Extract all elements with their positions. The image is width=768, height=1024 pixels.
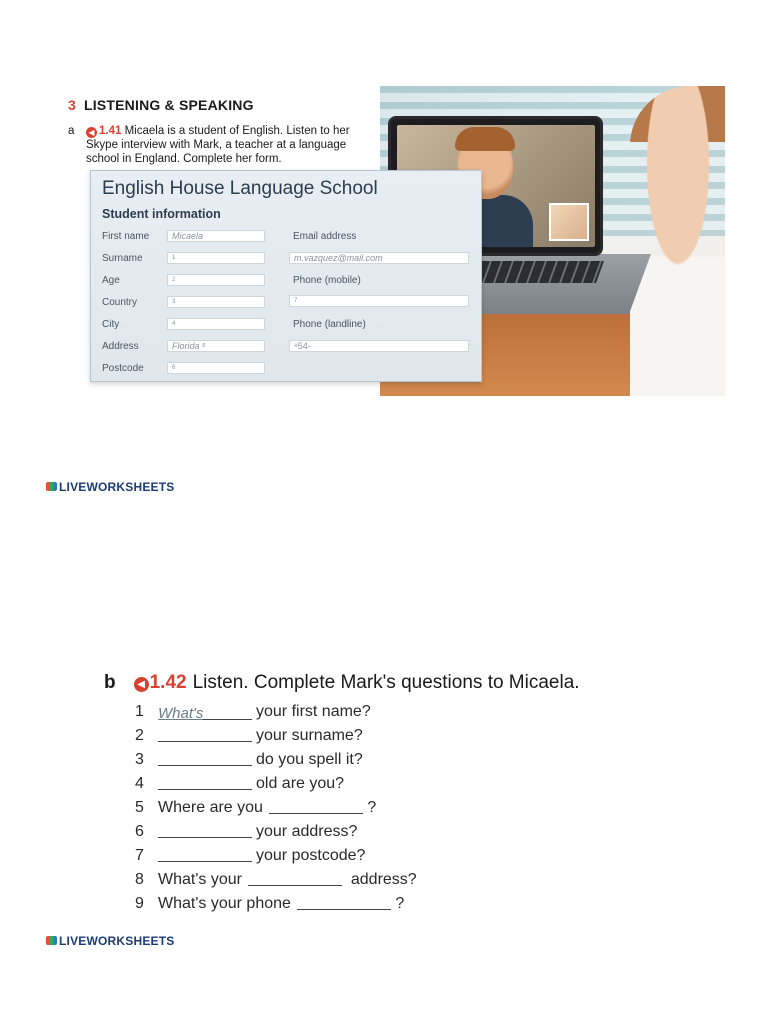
question-7	[135, 846, 417, 870]
label-country: Country	[102, 297, 138, 308]
answer-blank-5[interactable]	[269, 798, 363, 814]
logo-text: LIVEWORKSHEETS	[59, 480, 175, 494]
school-name: English House Language School	[102, 178, 378, 199]
section-number: 3	[68, 97, 76, 113]
question-list	[135, 702, 417, 918]
liveworksheets-logo-top	[46, 480, 174, 494]
exercise-b-instruction: Listen. Complete Mark's questions to Micaela.	[192, 672, 580, 693]
question-number: 2	[135, 727, 144, 744]
question-3	[135, 750, 417, 774]
label-phone-mobile: Phone (mobile)	[293, 275, 361, 286]
question-1	[135, 702, 417, 726]
exercise-letter-a: a	[68, 125, 75, 137]
question-number: 5	[135, 799, 144, 816]
audio-speaker-icon[interactable]: ◀	[86, 127, 97, 138]
picture-in-picture	[549, 203, 589, 241]
exercise-b-heading	[104, 672, 580, 694]
field-country[interactable]: 3	[167, 296, 265, 308]
label-email: Email address	[293, 231, 357, 242]
question-text: old are you?	[256, 775, 345, 792]
question-text: your first name?	[256, 703, 371, 720]
field-phone-mobile[interactable]: 7	[289, 295, 469, 307]
field-first-name[interactable]: Micaela	[167, 230, 265, 242]
field-address[interactable]: Florida ⁵	[167, 340, 265, 352]
liveworksheets-logo-bottom	[46, 934, 174, 948]
answer-blank-4[interactable]	[158, 774, 252, 790]
field-surname[interactable]: 1	[167, 252, 265, 264]
intro-line-3: school in England. Complete her form.	[86, 153, 282, 165]
question-text-before: What's your	[158, 871, 242, 888]
question-4	[135, 774, 417, 798]
question-text: ?	[367, 799, 377, 816]
question-number: 4	[135, 775, 144, 792]
label-phone-landline: Phone (landline)	[293, 319, 366, 330]
question-text: your postcode?	[256, 847, 366, 864]
question-2	[135, 726, 417, 750]
question-text: ?	[395, 895, 405, 912]
answer-blank-2[interactable]	[158, 726, 252, 742]
label-age: Age	[102, 275, 120, 286]
field-postcode[interactable]: 6	[167, 362, 265, 374]
question-6	[135, 822, 417, 846]
liveworksheets-logo-icon	[46, 482, 57, 491]
question-number: 8	[135, 871, 144, 888]
question-number: 6	[135, 823, 144, 840]
answer-blank-8[interactable]	[248, 870, 342, 886]
label-address: Address	[102, 341, 139, 352]
field-age[interactable]: 2	[167, 274, 265, 286]
question-number: 7	[135, 847, 144, 864]
answer-blank-6[interactable]	[158, 822, 252, 838]
question-number: 9	[135, 895, 144, 912]
audio-track-b[interactable]: 1.42	[149, 672, 187, 693]
section-title-text: LISTENING & SPEAKING	[84, 97, 254, 113]
intro-line-2: Skype interview with Mark, a teacher at a language	[86, 139, 347, 151]
field-email[interactable]: m.vazquez@mail.com	[289, 252, 469, 264]
student-form	[90, 170, 482, 382]
exercise-letter-b: b	[104, 672, 116, 693]
label-city: City	[102, 319, 120, 330]
field-city[interactable]: 4	[167, 318, 265, 330]
answer-blank-7[interactable]	[158, 846, 252, 862]
question-text: your address?	[256, 823, 358, 840]
question-text: your surname?	[256, 727, 363, 744]
section-a	[0, 0, 768, 400]
answer-example: What's	[158, 705, 204, 722]
answer-blank-3[interactable]	[158, 750, 252, 766]
question-text: address?	[350, 871, 417, 888]
liveworksheets-logo-icon	[46, 936, 57, 945]
question-text: do you spell it?	[256, 751, 363, 768]
question-9	[135, 894, 417, 918]
question-8	[135, 870, 417, 894]
intro-line-1: Micaela is a student of English. Listen to her	[124, 125, 350, 137]
question-number: 3	[135, 751, 144, 768]
man-hair	[455, 127, 515, 151]
answer-blank-9[interactable]	[297, 894, 391, 910]
woman-figure	[630, 86, 725, 396]
label-postcode: Postcode	[102, 363, 144, 374]
audio-track-a[interactable]: 1.41	[99, 125, 122, 137]
answer-blank-1[interactable]	[158, 704, 252, 720]
exercise-a-intro	[68, 124, 388, 166]
question-number: 1	[135, 703, 144, 720]
field-phone-landline[interactable]: ⁸54-	[289, 340, 469, 352]
audio-speaker-icon[interactable]: ◀	[134, 677, 149, 692]
question-text-before: Where are you	[158, 799, 263, 816]
question-5	[135, 798, 417, 822]
section-title	[68, 97, 254, 113]
logo-text: LIVEWORKSHEETS	[59, 934, 175, 948]
question-text-before: What's your phone	[158, 895, 291, 912]
label-first-name: First name	[102, 231, 150, 242]
label-surname: Surname	[102, 253, 143, 264]
form-heading: Student information	[102, 207, 221, 221]
